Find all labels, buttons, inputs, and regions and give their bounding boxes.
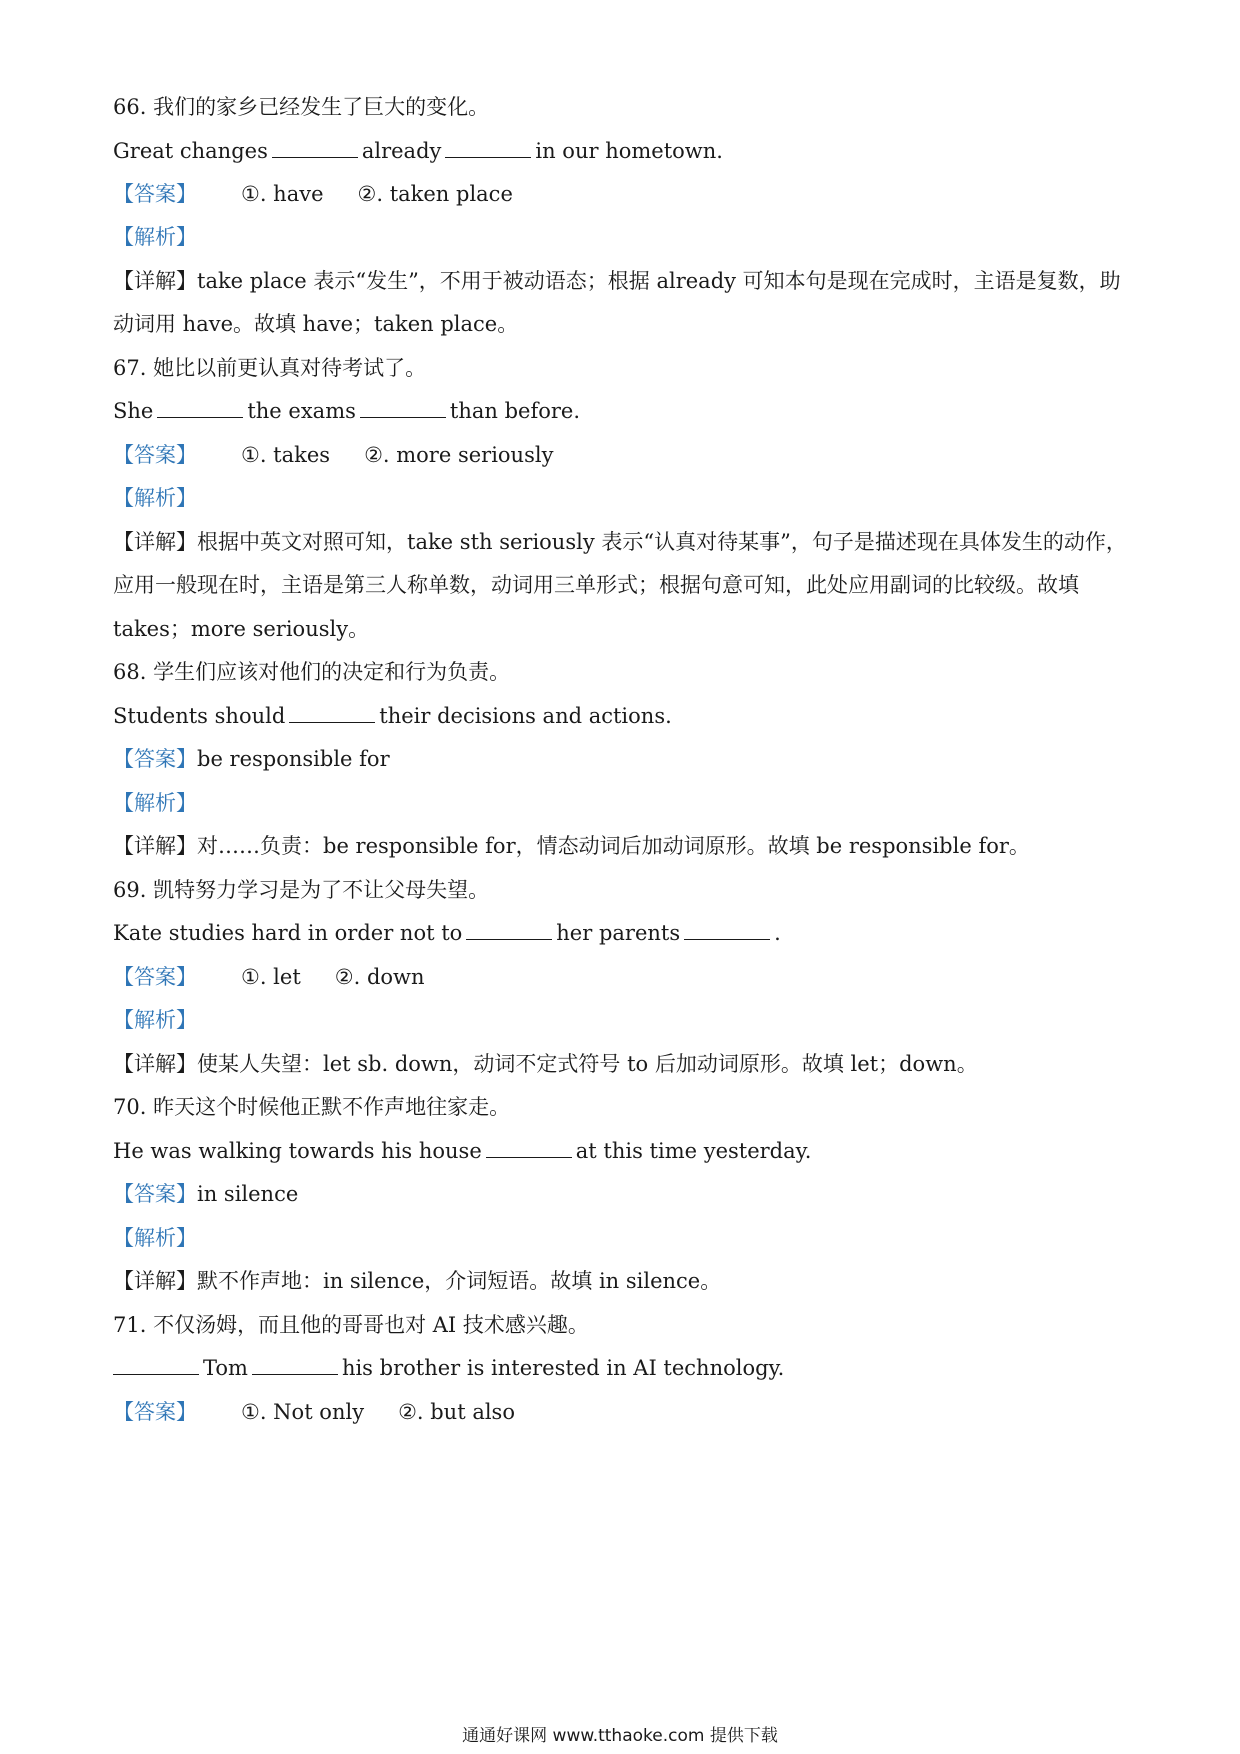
page-footer: 通通好课网 www.tthaoke.com 提供下载 [462, 1726, 778, 1746]
question-69-answer: 【答案】 ①. let ②. down [113, 965, 425, 989]
question-67-analysis-label: 【解析】 [113, 486, 197, 510]
question-69-analysis-label: 【解析】 [113, 1008, 197, 1032]
question-66-analysis-label: 【解析】 [113, 225, 197, 249]
question-71-prompt: 71. 不仅汤姆，而且他的哥哥也对 AI 技术感兴趣。 [113, 1313, 589, 1337]
answer-label: 【答案】 [113, 1182, 197, 1206]
answer-blank[interactable] [684, 921, 770, 940]
question-66-prompt: 66. 我们的家乡已经发生了巨大的变化。 [113, 95, 490, 119]
answer-blank[interactable] [360, 399, 446, 418]
question-71-answer: 【答案】 ①. Not only ②. but also [113, 1400, 515, 1424]
answer-blank[interactable] [445, 139, 531, 158]
question-67-detail-2: 应用一般现在时，主语是第三人称单数，动词用三单形式；根据句意可知，此处应用副词的比较级。故填 [113, 573, 1079, 597]
question-68-sentence: Students should their decisions and actions. [113, 704, 672, 728]
answer-label: 【答案】 [113, 443, 197, 467]
answer-blank[interactable] [157, 399, 243, 418]
question-69-sentence: Kate studies hard in order not to her parents . [113, 921, 781, 945]
question-67-sentence: She the exams than before. [113, 399, 581, 423]
question-67-answer: 【答案】 ①. takes ②. more seriously [113, 443, 554, 467]
question-68-answer: 【答案】be responsible for [113, 747, 390, 771]
question-67-detail-1: 【详解】根据中英文对照可知，take sth seriously 表示“认真对待某事”，句子是描述现在具体发生的动作， [113, 530, 1127, 554]
answer-label: 【答案】 [113, 182, 197, 206]
question-70-detail-1: 【详解】默不作声地：in silence，介词短语。故填 in silence。 [113, 1269, 722, 1293]
answer-blank[interactable] [113, 1356, 199, 1375]
question-70-prompt: 70. 昨天这个时候他正默不作声地往家走。 [113, 1095, 511, 1119]
question-67-detail-3: takes；more seriously。 [113, 617, 370, 641]
question-70-sentence: He was walking towards his house at this time yesterday. [113, 1139, 812, 1163]
question-69-detail-1: 【详解】使某人失望：let sb. down，动词不定式符号 to 后加动词原形。故填 let；down。 [113, 1052, 978, 1076]
answer-blank[interactable] [252, 1356, 338, 1375]
question-68-analysis-label: 【解析】 [113, 791, 197, 815]
question-68-prompt: 68. 学生们应该对他们的决定和行为负责。 [113, 660, 511, 684]
question-70-answer: 【答案】in silence [113, 1182, 299, 1206]
question-66-answer: 【答案】 ①. have ②. taken place [113, 182, 513, 206]
question-66-detail-1: 【详解】take place 表示“发生”，不用于被动语态；根据 already 可知本句是现在完成时，主语是复数，助 [113, 269, 1121, 293]
question-68-detail-1: 【详解】对……负责：be responsible for，情态动词后加动词原形。故填 be responsible for。 [113, 834, 1030, 858]
answer-label: 【答案】 [113, 1400, 197, 1424]
question-69-prompt: 69. 凯特努力学习是为了不让父母失望。 [113, 878, 490, 902]
answer-blank[interactable] [289, 704, 375, 723]
answer-label: 【答案】 [113, 747, 197, 771]
answer-blank[interactable] [466, 921, 552, 940]
question-66-detail-2: 动词用 have。故填 have；taken place。 [113, 312, 519, 336]
question-67-prompt: 67. 她比以前更认真对待考试了。 [113, 356, 427, 380]
question-71-sentence: Tom his brother is interested in AI technology. [113, 1353, 1140, 1383]
question-70-analysis-label: 【解析】 [113, 1226, 197, 1250]
answer-label: 【答案】 [113, 965, 197, 989]
answer-blank[interactable] [486, 1139, 572, 1158]
answer-blank[interactable] [272, 139, 358, 158]
question-66-sentence: Great changes already in our hometown. [113, 139, 723, 163]
